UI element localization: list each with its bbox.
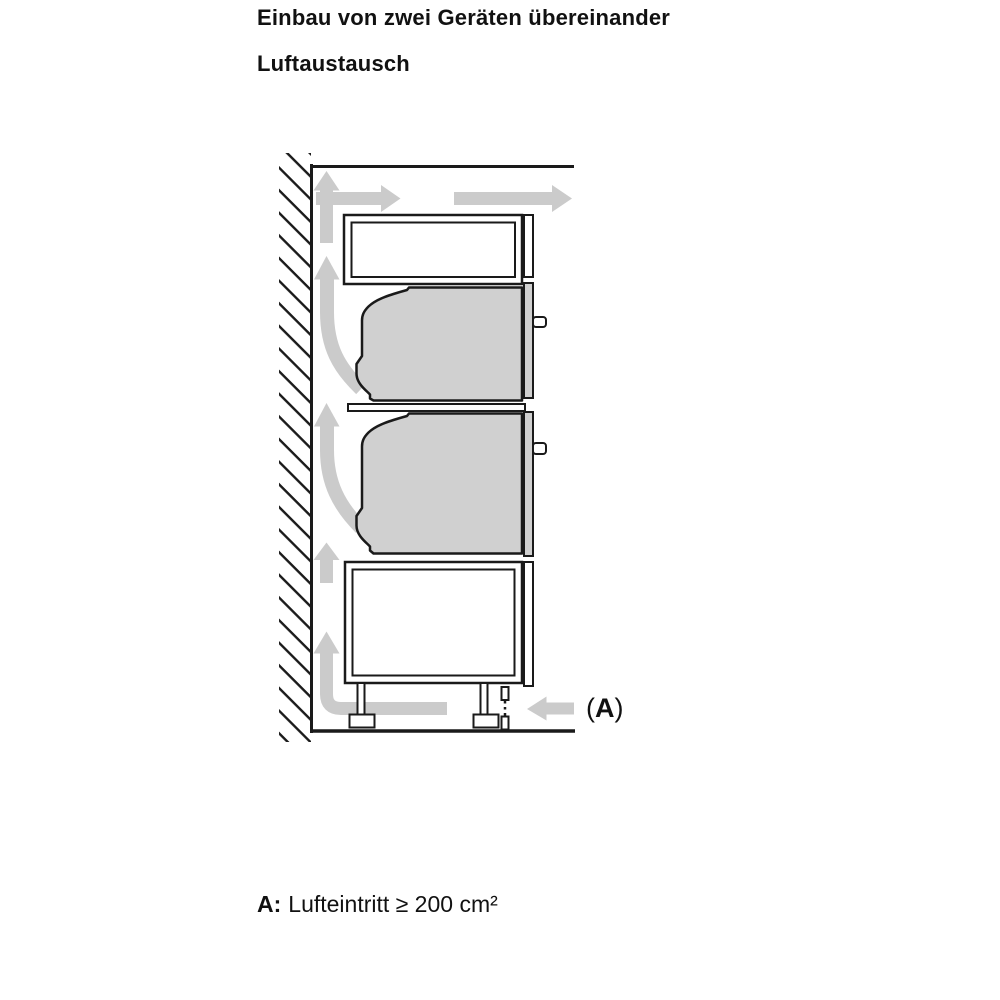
top-compartment-front-strip: [524, 215, 533, 277]
air-inlet-note: [257, 891, 498, 918]
page-title: Einbau von zwei Geräten übereinander: [257, 5, 671, 30]
left-foot: [350, 715, 375, 728]
note-label: A:: [257, 891, 282, 917]
plinth-upper-piece: [502, 687, 509, 700]
right-leg: [481, 683, 488, 716]
airflow-right-arrow-outer-icon: [454, 185, 572, 212]
airflow-curve-lower-icon: [314, 403, 361, 528]
page-subtitle: Luftaustausch: [257, 51, 410, 76]
airflow-up-arrow-small-icon: [314, 543, 340, 584]
upper-oven-door: [524, 283, 533, 398]
wall-hatching: [279, 153, 311, 742]
airflow-up-arrow-top-icon: [314, 171, 340, 243]
base-cabinet-front-strip: [524, 562, 533, 686]
cabinet: [344, 215, 546, 730]
left-leg: [358, 683, 365, 716]
lower-oven: [357, 412, 547, 556]
plinth-lower-piece: [502, 717, 509, 730]
plinth-air-gap: [502, 687, 509, 730]
upper-oven-handle: [533, 317, 546, 327]
lower-oven-door: [524, 412, 533, 556]
annotation-label: (A): [586, 693, 624, 723]
note-text: Lufteintritt ≥ 200 cm²: [288, 891, 498, 917]
right-foot: [474, 715, 499, 728]
base-cabinet: [345, 562, 533, 686]
lower-oven-handle: [533, 443, 546, 454]
intermediate-shelf: [348, 404, 525, 411]
top-compartment: [344, 215, 533, 284]
upper-oven: [357, 283, 547, 401]
air-inlet-arrow-icon: [527, 697, 574, 721]
